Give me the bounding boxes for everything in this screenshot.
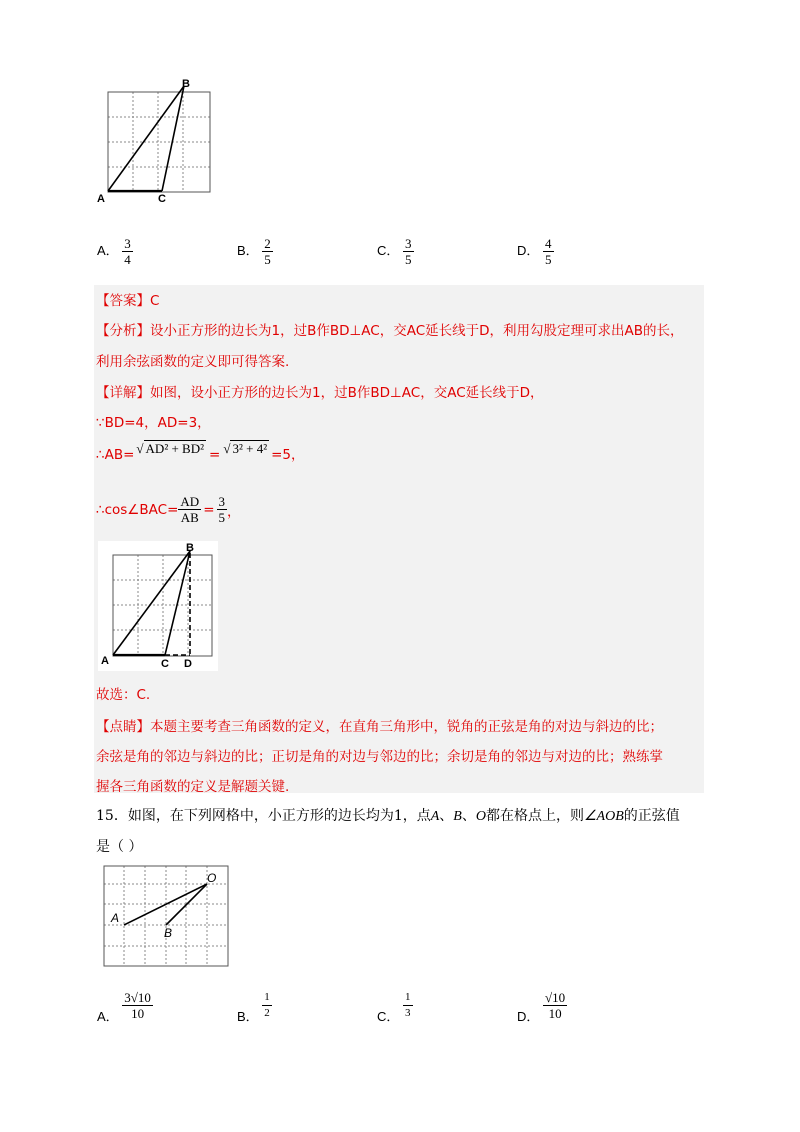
- cos-value-numerator: 3: [218, 494, 225, 509]
- cos-ratio-fraction: [178, 494, 201, 525]
- option-15-c[interactable]: [377, 990, 413, 1024]
- figure-2-label-d: D: [184, 658, 192, 670]
- question-text-1: 如图，在下列网格中，小正方形的边长均为1，点: [127, 808, 431, 824]
- point-a: A: [430, 809, 440, 824]
- answer-value: C: [150, 293, 160, 309]
- separator-2: 、: [461, 808, 476, 824]
- cos-value-denominator: 5: [218, 510, 225, 525]
- ab-equation: [96, 443, 305, 463]
- analysis-line-2: 利用余弦函数的定义即可得答案.: [96, 354, 290, 370]
- sqrt-radicand-2: 3² + 4²: [232, 441, 268, 456]
- denominator: 5: [405, 252, 412, 267]
- answer-tag: 【答案】: [96, 293, 150, 309]
- option-fraction: [403, 990, 413, 1021]
- figure-1-label-a: A: [97, 193, 105, 205]
- denominator: 5: [545, 252, 552, 267]
- numerator: 3: [405, 236, 412, 251]
- option-letter: D．: [517, 1008, 540, 1024]
- choice-line: 故选：C.: [96, 687, 151, 703]
- cos-equation: [96, 494, 241, 525]
- sqrt-ad-bd: √ AD² + BD²: [136, 441, 205, 456]
- comment-line-2: 余弦是角的邻边与斜边的比；正切是角的对边与邻边的比；余切是角的邻边与对边的比；熟练掌: [96, 749, 663, 765]
- option-letter: C．: [377, 242, 400, 258]
- option-fraction: [262, 236, 273, 267]
- angle-aob: ∠AOB: [583, 809, 624, 824]
- question-15-line-2: 是（ ）: [96, 839, 143, 855]
- denominator: 10: [131, 1006, 145, 1021]
- detail-text-1: 如图，设小正方形的边长为1，过B作BD⊥AC，交AC延长线于D，: [150, 385, 544, 401]
- numerator: 3√10: [124, 990, 151, 1005]
- option-letter: A．: [97, 1008, 119, 1024]
- option-fraction: [403, 236, 414, 267]
- analysis-line-1: [96, 319, 684, 339]
- denominator: 2: [264, 1007, 270, 1019]
- question-15-figure: [100, 862, 232, 970]
- comment-tag: 【点睛】: [96, 719, 150, 735]
- option-fraction: [543, 236, 554, 267]
- figure-2-label-c: C: [161, 658, 169, 670]
- option-letter: B．: [237, 1008, 259, 1024]
- detail-line-2: ∵BD=4，AD=3，: [96, 415, 211, 431]
- numerator: √10: [545, 990, 566, 1005]
- option-15-a[interactable]: [97, 990, 153, 1024]
- separator-1: 、: [439, 808, 454, 824]
- cos-end: ，: [227, 503, 241, 520]
- option-fraction: [122, 236, 133, 267]
- analysis-text-1: 设小正方形的边长为1，过B作BD⊥AC，交AC延长线于D，利用勾股定理可求出AB的长，: [150, 323, 684, 339]
- numerator: 3: [124, 236, 131, 251]
- denominator: 4: [124, 252, 131, 267]
- numerator: 1: [262, 990, 272, 1006]
- option-letter: C．: [377, 1008, 400, 1024]
- cos-prefix: ∴cos∠BAC=: [96, 501, 179, 518]
- option-15-d[interactable]: [517, 990, 567, 1024]
- option-1-c[interactable]: [377, 236, 414, 267]
- sqrt-3-4: √ 3² + 4²: [223, 441, 268, 456]
- option-letter: B．: [237, 242, 259, 258]
- figure-1-grid: [96, 78, 218, 206]
- cos-eq: =: [203, 501, 215, 518]
- detail-line-1: [96, 381, 544, 401]
- option-1-a[interactable]: [97, 236, 133, 267]
- numerator: 1: [403, 990, 413, 1006]
- figure-1-label-c: C: [158, 193, 166, 205]
- question-text-3: 的正弦值: [623, 808, 680, 824]
- option-fraction: [122, 990, 153, 1021]
- answer-line: [96, 289, 159, 309]
- option-letter: D．: [517, 242, 540, 258]
- figure-3-label-a: A: [111, 911, 120, 925]
- point-o: O: [475, 809, 486, 824]
- figure-1-label-b: B: [182, 78, 190, 90]
- figure-2-label-b: B: [186, 542, 194, 554]
- ab-prefix: ∴AB=: [96, 447, 135, 463]
- ab-eq: =: [209, 447, 221, 463]
- figure-3-label-b: B: [164, 926, 173, 940]
- denominator: 3: [405, 1007, 411, 1019]
- ab-result: =5，: [271, 447, 305, 463]
- comment-text-1: 本题主要考查三角函数的定义，在直角三角形中，锐角的正弦是角的对边与斜边的比；: [150, 719, 663, 735]
- question-number: 15．: [96, 808, 128, 824]
- denominator: 10: [548, 1006, 562, 1021]
- option-letter: A．: [97, 242, 119, 258]
- cos-denominator: AB: [180, 510, 199, 525]
- cos-value-fraction: [217, 494, 228, 525]
- analysis-tag: 【分析】: [96, 323, 150, 339]
- figure-2-label-a: A: [101, 655, 109, 667]
- detail-tag: 【详解】: [96, 385, 150, 401]
- question-text-2: 都在格点上，则: [485, 808, 584, 824]
- sqrt-radicand-1: AD² + BD²: [145, 441, 205, 456]
- comment-line-3: 握各三角函数的定义是解题关键.: [96, 779, 290, 795]
- numerator: 2: [264, 236, 271, 251]
- cos-numerator: AD: [180, 494, 200, 509]
- comment-line-1: [96, 715, 663, 735]
- option-fraction: [262, 990, 272, 1021]
- numerator: 4: [545, 236, 552, 251]
- option-1-d[interactable]: [517, 236, 554, 267]
- figure-2-grid: [98, 541, 218, 671]
- option-1-b[interactable]: [237, 236, 273, 267]
- denominator: 5: [264, 252, 271, 267]
- question-15-line-1: [96, 805, 680, 825]
- figure-3-label-o: O: [207, 871, 217, 885]
- point-b: B: [453, 809, 462, 824]
- option-15-b[interactable]: [237, 990, 272, 1024]
- option-fraction: [543, 990, 567, 1021]
